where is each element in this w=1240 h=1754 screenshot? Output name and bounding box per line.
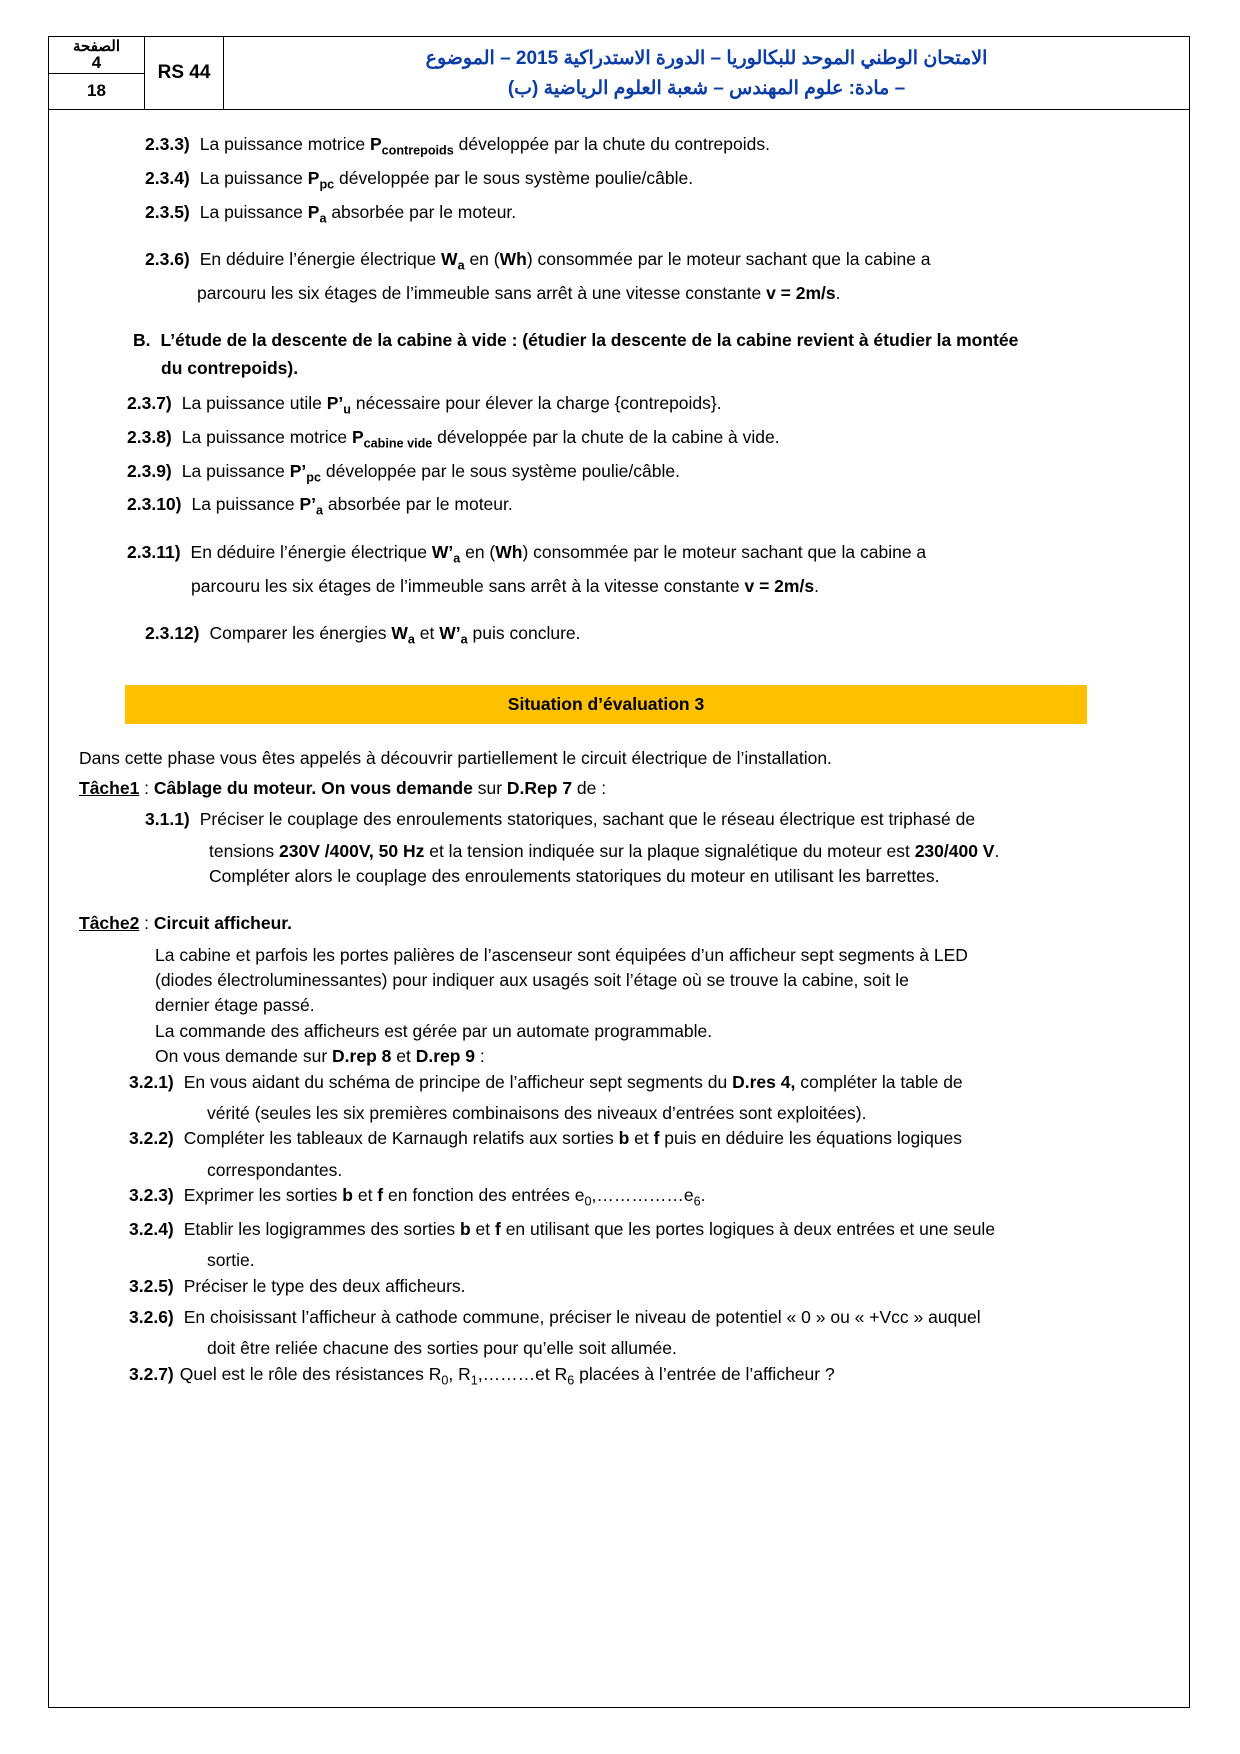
question-2-3-8 (79, 425, 1159, 453)
question-label: 3.2.5) (129, 1275, 174, 1296)
question-3-1-1-cont2: Compléter alors le couplage des enroulements statoriques du moteur en utilisant les barrettes. (209, 865, 940, 886)
exam-title-line1: الامتحان الوطني الموحد للبكالوريا – الدورة الاستدراكية 2015 – الموضوع (425, 47, 988, 69)
tache-2-p5: On vous demande sur D.rep 8 et D.rep 9 : (155, 1046, 485, 1067)
question-label: 3.2.1) (129, 1071, 174, 1092)
question-2-3-9 (79, 459, 1159, 487)
question-label: 2.3.7) (127, 393, 172, 414)
question-text: La puissance utile $P’_u$ nécessaire pour élever la charge {contrepoids}. (181, 393, 722, 417)
question-label: 2.3.8) (127, 426, 172, 447)
question-3-2-2 (79, 1126, 1159, 1151)
question-3-2-4-cont: sortie. (207, 1250, 255, 1271)
section-B-text: L’étude de la descente de la cabine à vide : (étudier la descente de la cabine revient à étudier la montée (160, 330, 1019, 351)
question-text: La puissance $P’_a$ absorbée par le moteur. (191, 494, 513, 518)
situation-3-intro: Dans cette phase vous êtes appelés à découvrir partiellement le circuit électrique de l’installation. (79, 748, 832, 769)
page-label: الصفحة (72, 37, 121, 55)
question-label: 3.2.3) (129, 1185, 174, 1205)
question-2-3-4 (79, 166, 1159, 194)
exam-title-line2: – مادة: علوم المهندس – شعبة العلوم الرياضية (ب) (507, 77, 906, 99)
section-B-label: B. (133, 330, 151, 351)
question-label: 3.2.6) (129, 1306, 174, 1327)
question-text: La puissance $P_{pc}$ développée par le sous système poulie/câble. (199, 167, 694, 192)
question-label: 2.3.9) (127, 460, 172, 481)
question-label: 3.2.7) (129, 1363, 174, 1384)
question-3-2-2-cont: correspondantes. (207, 1159, 343, 1180)
question-label: 2.3.11) (127, 542, 181, 563)
question-text: La puissance motrice $P_{contrepoids}$ développée par la chute du contrepoids. (199, 134, 770, 158)
question-2-3-12 (79, 621, 1159, 649)
question-text: En choisissant l’afficheur à cathode commune, préciser le niveau de potentiel « 0 » ou « +Vcc » auquel (183, 1306, 981, 1327)
tache-2-p4: La commande des afficheurs est gérée par un automate programmable. (155, 1020, 713, 1041)
page-content (49, 110, 1189, 1389)
tache-1-label: Tâche1 (79, 777, 140, 798)
question-label: 3.2.2) (129, 1128, 174, 1149)
page-current: 4 (91, 52, 102, 72)
question-3-1-1-cont1: tensions 230V /400V, 50 Hz et la tension indiquée sur la plaque signalétique du moteur est 230/400 V. (209, 840, 1000, 861)
question-2-3-11 (79, 540, 1159, 568)
question-label: 2.3.3) (145, 134, 190, 154)
situation-3-banner: Situation d’évaluation 3 (125, 685, 1087, 724)
question-3-2-3 (79, 1183, 1159, 1211)
question-label: 2.3.10) (127, 494, 182, 515)
question-3-2-6 (79, 1305, 1159, 1330)
tache-1-title: Câblage du moteur. On vous demande (153, 777, 473, 798)
question-text: En déduire l’énergie électrique $W_a$ en (Wh) consommée par le moteur sachant que la cabine a (199, 249, 931, 273)
question-text: La puissance motrice $P_{cabine vide}$ développée par la chute de la cabine à vide. (181, 426, 780, 451)
tache-2: Tâche2 : Circuit afficheur. (79, 913, 292, 934)
question-label: 3.1.1) (145, 809, 190, 830)
tache-2-label: Tâche2 (79, 913, 140, 934)
section-B (79, 328, 1159, 353)
question-2-3-3 (79, 132, 1159, 160)
question-label: 2.3.4) (145, 167, 190, 188)
question-text: Etablir les logigrammes des sorties b et f en utilisant que les portes logiques à deux entrées et une seule (183, 1218, 996, 1239)
page-header (49, 37, 1189, 110)
question-label: 3.2.4) (129, 1218, 174, 1239)
question-text: En déduire l’énergie électrique $W’_a$ en (Wh) consommée par le moteur sachant que la cabine a (190, 542, 927, 566)
question-label: 2.3.12) (145, 623, 200, 644)
question-text: La puissance $P’_{pc}$ développée par le sous système poulie/câble. (181, 460, 680, 485)
question-text: Compléter les tableaux de Karnaugh relatifs aux sorties b et f puis en déduire les équations logiques (183, 1128, 963, 1149)
question-3-2-7 (79, 1362, 1159, 1390)
question-2-3-6-cont: parcouru les six étages de l’immeuble sans arrêt à une vitesse constante v = 2m/s. (197, 283, 841, 303)
tache-2-p2: (diodes électroluminessantes) pour indiquer aux usagés soit l’étage où se trouve la cabine, soit le (155, 970, 909, 990)
tache-2-p3: dernier étage passé. (155, 995, 315, 1016)
question-3-2-4 (79, 1217, 1159, 1242)
exam-title-box (224, 37, 1189, 109)
question-label: 2.3.5) (145, 201, 190, 222)
question-3-1-1 (79, 807, 1159, 832)
exam-code: RS 44 (145, 37, 224, 109)
question-text: En vous aidant du schéma de principe de l’afficheur sept segments du D.res 4, compléter la table de (183, 1071, 963, 1092)
question-text: Quel est le rôle des résistances $R_0$, $R_1,\dots\dots\dots et$ $R_6$ placées à l’entrée de l’afficheur ? (179, 1363, 835, 1388)
question-text: La puissance $P_a$ absorbée par le moteur. (199, 201, 517, 225)
question-3-2-1 (79, 1070, 1159, 1095)
question-text: Comparer les énergies $W_a$ et $W’_a$ puis conclure. (209, 623, 581, 647)
question-text: Exprimer les sorties b et f en fonction des entrées $e_0,\dots\dots\dots\dots\dots e_6$. (183, 1185, 706, 1209)
question-2-3-11-cont: parcouru les six étages de l’immeuble sans arrêt à la vitesse constante v = 2m/s. (191, 575, 819, 596)
section-B-text-cont: du contrepoids). (161, 357, 299, 378)
page-label-area (49, 37, 144, 74)
question-2-3-7 (79, 391, 1159, 419)
question-2-3-5 (79, 200, 1159, 228)
question-text: Préciser le type des deux afficheurs. (183, 1275, 466, 1296)
question-3-2-5 (79, 1274, 1159, 1299)
question-text: Préciser le couplage des enroulements statoriques, sachant que le réseau électrique est triphasé de (199, 809, 976, 830)
question-2-3-10 (79, 492, 1159, 520)
page-number-box (49, 37, 145, 109)
question-3-2-1-cont: vérité (seules les six premières combinaisons des niveaux d’entrées sont exploitées). (207, 1102, 867, 1123)
tache-1: Tâche1 : Câblage du moteur. On vous demande sur D.Rep 7 de : (79, 777, 607, 798)
tache-2-p1: La cabine et parfois les portes palières de l’ascenseur sont équipées d’un afficheur sept segments à LED (155, 944, 968, 965)
exam-page (48, 36, 1190, 1708)
tache-2-title: Circuit afficheur. (153, 913, 292, 934)
question-3-2-6-cont: doit être reliée chacune des sorties pour qu’elle soit allumée. (207, 1338, 677, 1359)
question-2-3-6 (79, 247, 1159, 275)
page-total: 18 (87, 81, 106, 101)
question-label: 2.3.6) (145, 249, 190, 270)
